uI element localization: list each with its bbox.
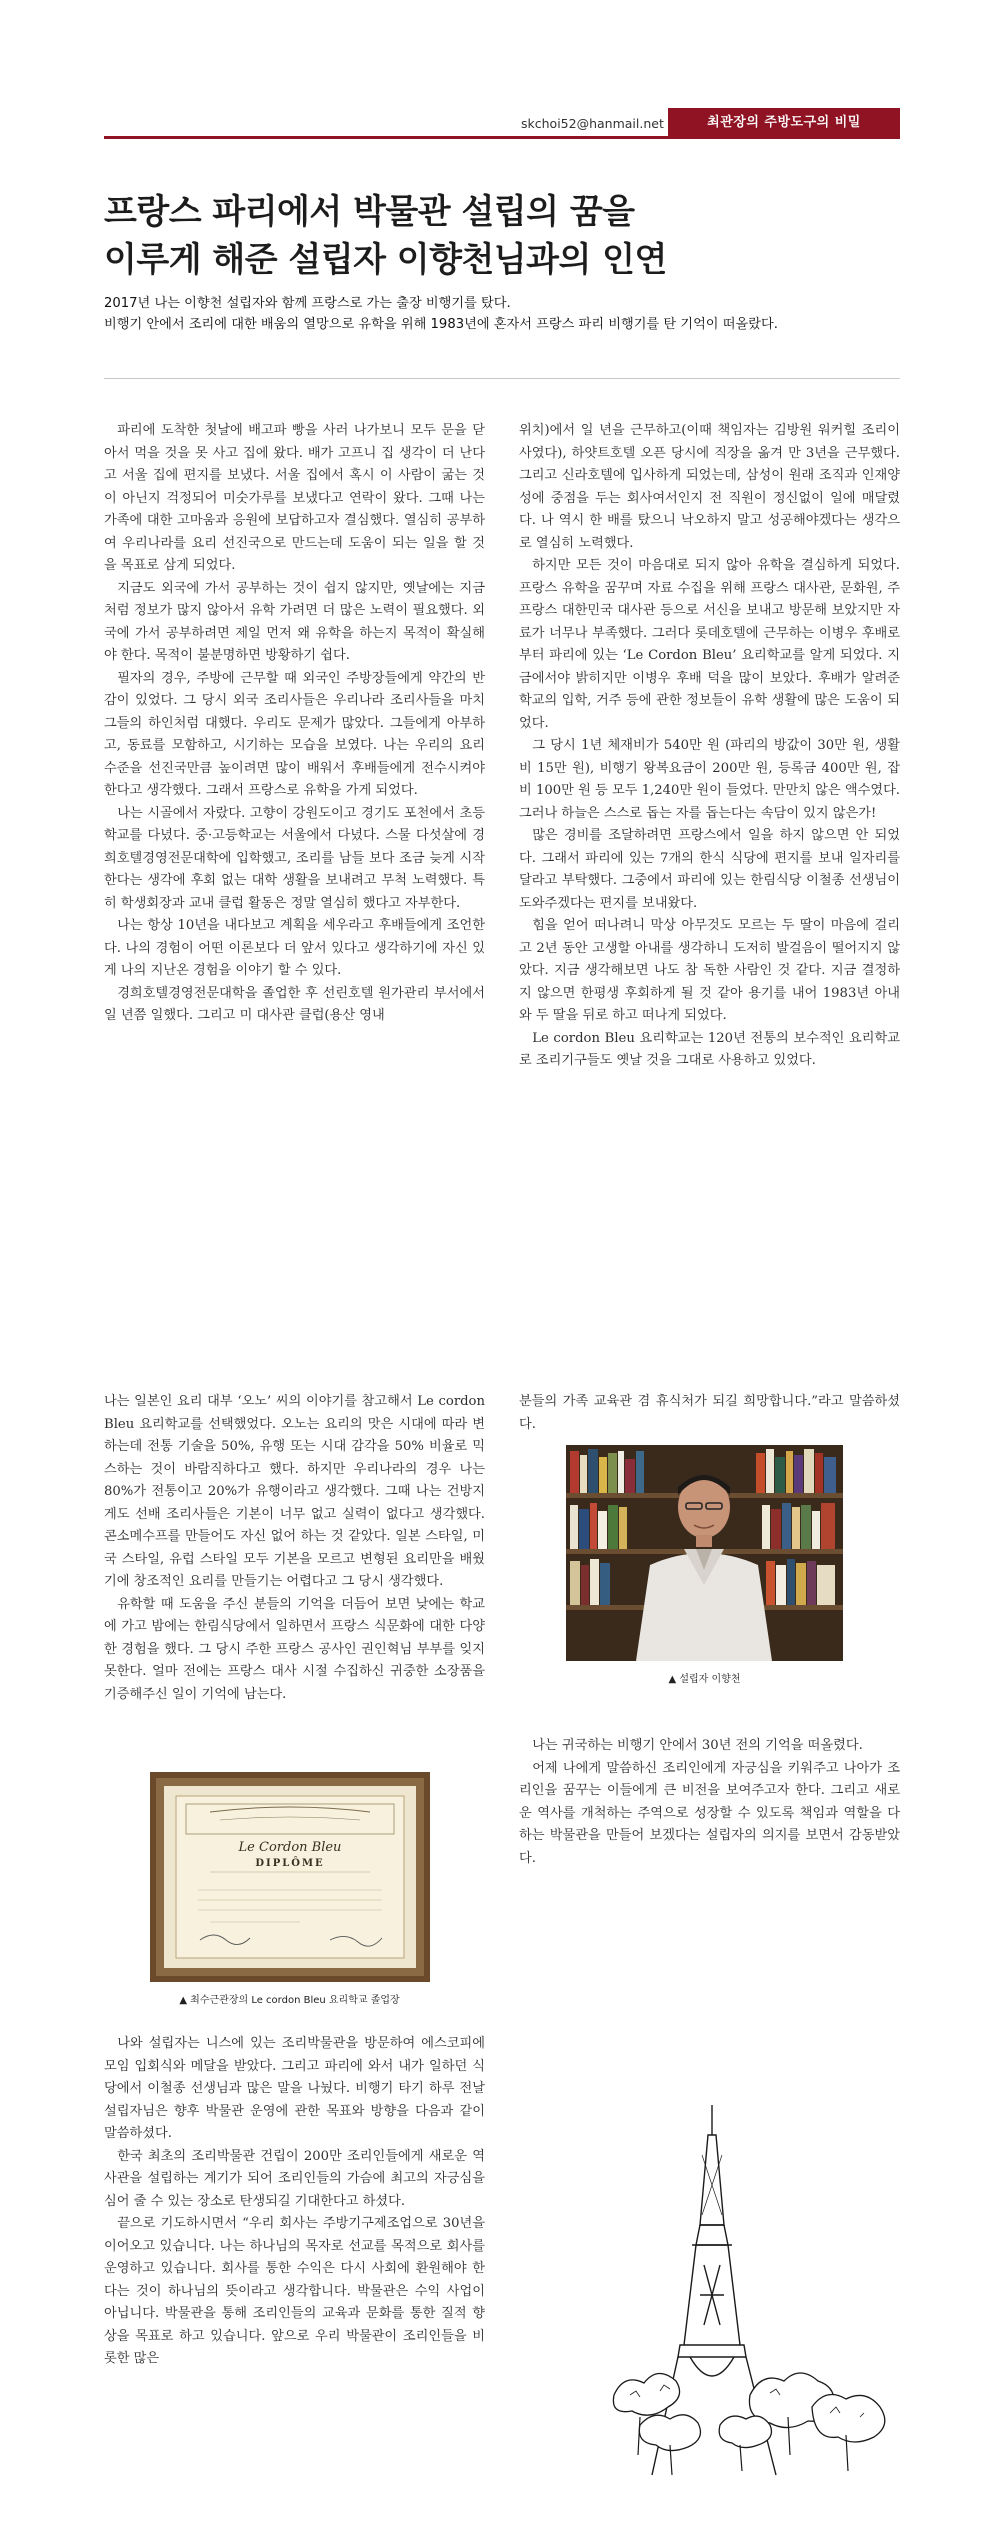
- diploma-school-name: Le Cordon Bleu: [238, 1840, 342, 1855]
- paragraph: 하지만 모든 것이 마음대로 되지 않아 유학을 결심하게 되었다. 프랑스 유학을 꿈꾸며 자료 수집을 위해 프랑스 대사관, 문화원, 주 프랑스 대한민국 대사관 등으로 서신을 보내고 방문해 보았지만 자료가 너무나 부족했다. 그러다 롯데호텔에 근무하는 이병우 후배로부터 파리에 있는 ‘Le Cordon Bleu’ 요리학교를 알게 되었다. 지금에서야 밝히지만 이병우 후배 덕을 많이 보았다. 후배가 알려준 학교의 입학, 거주 등에 관한 정보들이 유학 생활에 많은 도움이 되었다.: [519, 558, 900, 731]
- paragraph: 나와 설립자는 니스에 있는 조리박물관을 방문하여 에스코피에 모임 입회식와 메달을 받았다. 그리고 파리에 와서 내가 일하던 식당에서 이철종 선생님과 많은 말을 나눴다. 비행기 타기 하루 전날 설립자님은 향후 박물관 운영에 관한 목표와 방향을 다음과 같이 말씀하셨다.: [104, 2036, 485, 2141]
- paragraph: 유학할 때 도움을 주신 분들의 기억을 더듬어 보면 낮에는 학교에 가고 밤에는 한림식당에서 일하면서 프랑스 식문화에 대한 다양한 경험을 했다. 그 당시 주한 프랑스 공사인 권인혁님 부부를 잊지 못한다. 얼마 전에는 프랑스 대사 시절 수집하신 귀중한 소장품을 기증해주신 일이 기억에 남는다.: [104, 1596, 485, 1702]
- diploma-caption: ▲ 최수근관장의 Le cordon Bleu 요리학교 졸업장: [179, 1995, 400, 2006]
- paragraph: 어제 나에게 말씀하신 조리인에게 자긍심을 키워주고 나아가 조리인을 꿈꾸는 이들에게 큰 비전을 보여주고자 한다. 그리고 새로운 역사를 개척하는 주역으로 성장할 수 있도록 책임과 역할을 다하는 박물관을 만들어 보겠다는 설립자의 의지를 보면서 감동받았다.: [519, 1760, 900, 1866]
- header-rule: [104, 136, 900, 139]
- paragraph: 나는 항상 10년을 내다보고 계획을 세우라고 후배들에게 조언한다. 나의 경험이 어떤 이론보다 더 앞서 있다고 생각하기에 자신 있게 나의 지난온 경험을 이야기 할 수 있다.: [104, 918, 485, 978]
- diploma-heading: DIPLÔME: [255, 1858, 325, 1869]
- article-title: [104, 188, 900, 284]
- paragraph: 분들의 가족 교육관 겸 휴식처가 되길 희망합니다.”라고 말씀하셨다.: [519, 1394, 900, 1432]
- paragraph: 끝으로 기도하시면서 “우리 회사는 주방기구제조업으로 30년을 이어오고 있습니다. 나는 하나님의 목자로 선교를 목적으로 회사를 운영하고 있습니다. 회사를 통한 수익은 다시 사회에 환원해야 한다는 것이 하나님의 뜻이라고 생각합니다. 박물관은 수익 사업이 아닙니다. 박물관을 통해 조리인들의 교육과 문화를 통한 질적 향상을 목표로 하고 있습니다. 앞으로 우리 박물관이 조리인들을 비롯한 많은: [104, 2216, 485, 2366]
- body-column-5: [519, 1735, 900, 1935]
- paragraph: 힘을 얻어 떠나려니 막상 아무것도 모르는 두 딸이 마음에 걸리고 2년 동안 고생할 아내를 생각하니 도저히 발걸음이 떨어지지 않았다. 지금 생각해보면 나도 참 독한 사람인 것 같다. 지금 결정하지 않으면 한평생 후회하게 될 것 같아 용기를 내어 1983년 아내와 두 딸을 뒤로 하고 떠나게 되었다.: [519, 918, 900, 1023]
- paragraph: 위치)에서 일 년을 근무하고(이때 책임자는 김방원 워커힐 조리이사였다), 하얏트호텔 오픈 당시에 직장을 옮겨 만 3년을 근무했다. 그리고 신라호텔에 입사하게 되었는데, 삼성이 원래 조직과 인재양성에 중점을 두는 회사여서인지 전 직원이 정신없이 일에 매달렸다. 나 역시 한 배를 탔으니 낙오하지 말고 성공해야겠다는 생각으로 열심히 노력했다.: [519, 423, 900, 551]
- lead-divider: [104, 378, 900, 379]
- lead-line-2: 비행기 안에서 조리에 대한 배움의 열망으로 유학을 위해 1983년에 혼자서 프랑스 파리 비행기를 탄 기억이 떠올랐다.: [104, 317, 778, 332]
- founder-photo: [566, 1445, 843, 1661]
- paragraph: 그 당시 1년 체재비가 540만 원 (파리의 방값이 30만 원, 생활비 15만 원), 비행기 왕복요금이 200만 원, 등록금 400만 원, 잡비 100만 원 등 모두 1,240만 원이 들었다. 만만치 않은 액수였다. 그러나 하늘은 스스로 돕는 자를 돕는다는 속담이 있지 않은가!: [519, 738, 900, 821]
- body-column-1: [104, 420, 485, 1023]
- diploma-image: [150, 1772, 430, 1982]
- diploma-frame: [150, 1772, 430, 1982]
- paragraph: 나는 일본인 요리 대부 ‘오노’ 씨의 이야기를 참고해서 Le cordon Bleu 요리학교를 선택했었다. 오노는 요리의 맛은 시대에 따라 변하는데 전통 기술을 50%, 유행 또는 시대 감각을 50% 비율로 믹스하는 것이 바람직하다고 했다. 하지만 우리나라의 경우 나는 80%가 전통이고 20%가 유행이라고 생각했다. 그때 나는 건방지게도 선배 조리사들은 기본이 너무 없고 실력이 없다고 생각했다. 콘소메수프를 만들어도 자신 없어 하는 것 같았다. 일본 스타일, 미국 스타일, 유럽 스타일 모두 기본을 모르고 변형된 요리만을 배웠기에 창조적인 요리를 만들기는 어렵다고 그 당시 생각했다.: [104, 1394, 485, 1589]
- section-tab: 최관장의 주방도구의 비밀: [668, 108, 900, 138]
- paragraph: 지금도 외국에 가서 공부하는 것이 쉽지 않지만, 옛날에는 지금처럼 정보가 많지 않아서 유학 가려면 더 많은 노력이 필요했다. 외국에 가서 공부하려면 제일 먼저 왜 유학을 하는지 목적이 확실해야 한다. 목적이 불분명하면 방황하기 쉽다.: [104, 580, 485, 663]
- eiffel-tower-illustration: [600, 2095, 900, 2495]
- paragraph: Le cordon Bleu 요리학교는 120년 전통의 보수적인 요리학교로 조리기구들도 옛날 것을 그대로 사용하고 있었다.: [519, 1030, 900, 1068]
- paragraph: 파리에 도착한 첫날에 배고파 빵을 사러 나가보니 모두 문을 닫아서 먹을 것을 못 사고 집에 왔다. 배가 고프니 집 생각이 더 난다고 서울 집에 편지를 보냈다. 서울 집에서 혹시 이 사람이 굶는 것이 아닌지 걱정되어 미숫가루를 보냈다고 연락이 왔다. 그때 나는 가족에 대한 고마움과 응원에 보답하고자 결심했다. 열심히 공부하여 우리나라를 요리 선진국으로 만드는데 도움이 되는 일을 할 것을 목표로 삼게 되었다.: [104, 423, 485, 573]
- paragraph: 나는 시골에서 자랐다. 고향이 강원도이고 경기도 포천에서 초등학교를 다녔다. 중·고등학교는 서울에서 다녔다. 스물 다섯살에 경희호텔경영전문대학에 입학했고, 조리를 남들 보다 조금 늦게 시작한다는 생각에 후회 없는 대학 생활을 보내려고 무척 노력했다. 특히 학생회장과 교내 클럽 활동은 정말 열심히 했다고 자부한다.: [104, 805, 485, 911]
- eiffel-tower-icon: [600, 2095, 900, 2495]
- body-column-3: [104, 1391, 485, 1761]
- paragraph: 많은 경비를 조달하려면 프랑스에서 일을 하지 않으면 안 되었다. 그래서 파리에 있는 7개의 한식 식당에 편지를 보내 일자리를 달라고 부탁했다. 그중에서 파리에 있는 한림식당 이철종 선생님이 도와주겠다는 편지를 보내왔다.: [519, 828, 900, 911]
- body-column-2: [519, 420, 900, 1068]
- title-line-1: 프랑스 파리에서 박물관 설립의 꿈을: [104, 192, 635, 232]
- author-email: skchoi52@hanmail.net: [521, 116, 664, 131]
- body-column-4: [519, 1391, 900, 1436]
- paragraph: 나는 귀국하는 비행기 안에서 30년 전의 기억을 떠올렸다.: [532, 1738, 863, 1753]
- lead-line-1: 2017년 나는 이향천 설립자와 함께 프랑스로 가는 출장 비행기를 탔다.: [104, 296, 511, 311]
- article-lead: [104, 293, 900, 335]
- paragraph: 한국 최초의 조리박물관 건립이 200만 조리인들에게 새로운 역사관을 설립하는 계기가 되어 조리인들의 가슴에 최고의 자긍심을 심어 줄 수 있는 장소로 탄생되길 기대한다고 하셨다.: [104, 2148, 485, 2209]
- paragraph: 필자의 경우, 주방에 근무할 때 외국인 주방장들에게 약간의 반감이 있었다. 그 당시 외국 조리사들은 우리나라 조리사들을 마치 그들의 하인처럼 대했다. 우리도 문제가 많았다. 그들에게 아부하고, 동료를 모함하고, 시기하는 모습을 보였다. 나는 우리의 요리 수준을 선진국만큼 높이려면 많이 배워서 후배들에게 전수시켜야 한다고 생각했다. 그래서 프랑스로 유학을 가게 되었다.: [104, 670, 485, 798]
- body-column-6: [104, 2033, 485, 2473]
- paragraph: 경희호텔경영전문대학을 졸업한 후 선린호텔 원가관리 부서에서 일 년쯤 일했다. 그리고 미 대사관 클럽(용산 영내: [104, 985, 485, 1023]
- title-line-2: 이루게 해준 설립자 이향천님과의 인연: [104, 240, 667, 280]
- founder-photo-image: [566, 1445, 843, 1661]
- photo-caption: ▲ 설립자 이향천: [668, 1674, 741, 1685]
